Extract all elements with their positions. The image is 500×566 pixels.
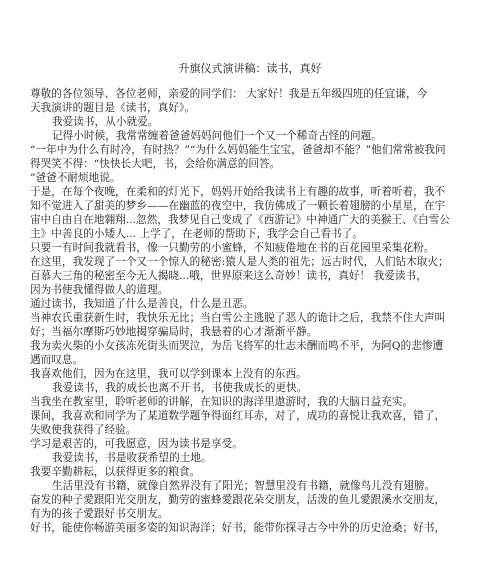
text-line: 当我坐在教室里，聆听老师的讲解，在知识的海洋里遨游时，我的大脑日益充实。 <box>30 396 414 408</box>
text-line: 学习是艰苦的，可我愿意，因为读书是享受。 <box>30 438 243 450</box>
text-line: 好书，能使你畅游美丽多姿的知识海洋；好书，能带你探寻古今中外的历史沧桑；好书， <box>30 522 446 534</box>
text-line: 因为书使我懂得做人的道理。 <box>30 284 169 296</box>
text-line: 我要辛勤耕耘，以获得更多的粮食。 <box>30 466 201 478</box>
text-line: 记得小时候，我常常缠着爸爸妈妈问他们一个又一个稀奇古怪的问题。 <box>52 130 382 142</box>
text-line: 尊敬的各位领导、各位老师，亲爱的同学们： 大家好！我是五年级四班的任宜谦，今 <box>30 88 428 100</box>
text-line: 通过读书，我知道了什么是善良，什么是丑恶。 <box>30 298 254 310</box>
text-line: 失败使我获得了经验。 <box>30 424 137 436</box>
text-line: 天我演讲的题目是《读书，真好》。 <box>30 102 195 114</box>
document-title: 升旗仪式演讲稿：读书，真好 <box>178 62 322 75</box>
text-line: 我爱读书，我的成长也离不开书，书使我成长的更快。 <box>52 382 308 394</box>
text-line: 有为的孩子愛跟好书交朋友。 <box>30 508 169 520</box>
text-line: 百慕大三角的秘密至今无人揭晓...哦，世界原来这么奇妙！读书，真好！ 我爱读书， <box>30 270 427 282</box>
text-line: “一年中为什么有时冷，有时热？”“为什么妈妈能生宝宝，爸爸却不能？”他们常常被我问 <box>30 144 446 156</box>
text-line: 宙中自由自在地翱翔...忽然，我梦见自己变成了《西游记》中神通广大的美猴王、《白雪公 <box>30 214 451 226</box>
text-line: 遇而叹息。 <box>30 354 84 366</box>
text-line: 我爱读书，从小就爱。 <box>52 116 159 128</box>
text-line: 好；当福尔摩斯巧妙地揭穿骗局时，我悬着的心才渐渐平静。 <box>30 326 318 338</box>
text-line: 生活里没有书籍，就像自然界没有了阳光；智慧里没有书籍，就像鸟儿没有翅膀。 <box>52 480 436 492</box>
text-line: 我喜欢他们，因为在这里，我可以学到课本上没有的东西。 <box>30 368 307 380</box>
text-line: 只要一有时间我就看书，像一只勤劳的小蜜蜂，不知疲倦地在书的百花园里采集花粉。 <box>30 242 435 254</box>
text-line: 主》中善良的小矮人... 上学了，在老师的帮助下，我学会自己看书了。 <box>30 228 363 240</box>
text-line: 当神农氏重获新生时，我快乐无比；当白雪公主逃脱了恶人的诡计之后，我禁不住大声叫 <box>30 312 446 324</box>
text-line: 知不觉进入了甜美的梦乡——在幽蓝的夜空中，我仿佛成了一颗长着翅膀的小星星，在宇 <box>30 200 446 212</box>
text-line: 我爱读书，书是收获希望的土地。 <box>52 452 212 464</box>
text-line: 于是，在每个夜晚，在柔和的灯光下，妈妈开始给我读书上有趣的故事，听着听着，我不 <box>30 186 446 198</box>
text-line: 我为卖火柴的小女孩冻死街头而哭泣，为岳飞将军的壮志未酬而鸣不平，为阿Q的悲惨遭 <box>30 340 444 352</box>
text-line: 得哭笑不得：“快快长大吧，书，会给你满意的回答。 <box>30 158 281 170</box>
text-line: 在这里，我发现了一个又一个惊人的秘密:猿人是人类的祖先；远古时代，人们钻木取火； <box>30 256 449 268</box>
text-line: 课间，我喜欢和同学为了某道数学题争得面红耳赤，对了，成功的喜悦让我欢喜，错了， <box>30 410 446 422</box>
text-line: ”爸爸不耐烦地说。 <box>30 172 121 184</box>
text-line: 奋发的种子愛跟阳光交朋友，勤劳的蜜蜂愛跟花朵交朋友，活泼的鱼儿愛跟溪水交朋友， <box>30 494 446 506</box>
